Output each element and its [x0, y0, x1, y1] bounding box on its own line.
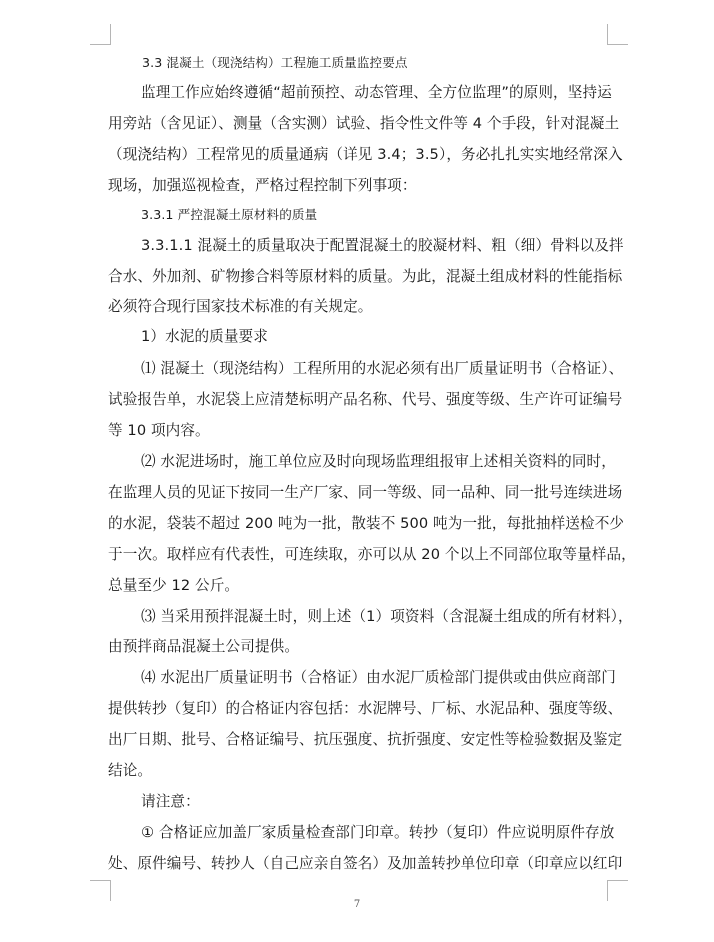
list-heading: 1）水泥的质量要求 — [141, 328, 268, 345]
paragraph-line: 提供转抄（复印）的合格证内容包括：水泥牌号、厂标、水泥品种、强度等级、 — [108, 700, 623, 717]
crop-mark-bottom-right — [607, 880, 628, 901]
paragraph-line: 在监理人员的见证下按同一生产厂家、同一等级、同一品种、同一批号连续进场 — [108, 484, 623, 501]
paragraph-line: 试验报告单，水泥袋上应清楚标明产品名称、代号、强度等级、生产许可证编号 — [108, 391, 623, 408]
paragraph-line: 出厂日期、批号、合格证编号、抗压强度、抗折强度、安定性等检验数据及鉴定 — [108, 731, 623, 748]
page-number: 7 — [353, 899, 361, 910]
paragraph-line: 结论。 — [108, 762, 153, 779]
paragraph-line: ⑶ 当采用预拌混凝土时，则上述（1）项资料（含混凝土组成的所有材料）， — [141, 608, 633, 625]
section-heading: 3.3 混凝土（现浇结构）工程施工质量监控要点 — [142, 55, 408, 70]
paragraph-line: 处、原件编号、转抄人（自己应亲自签名）及加盖转抄单位印章（印章应以红印 — [108, 855, 623, 872]
paragraph-line: ⑴ 混凝土（现浇结构）工程所用的水泥必须有出厂质量证明书（合格证）、 — [141, 360, 624, 377]
subsection-heading: 3.3.1 严控混凝土原材料的质量 — [141, 207, 318, 222]
paragraph-line: 于一次。取样应有代表性，可连续取，亦可以从 20 个以上不同部位取等量样品， — [108, 546, 636, 563]
paragraph-line: 3.3.1.1 混凝土的质量取决于配置混凝土的胶凝材料、粗（细）骨料以及拌 — [141, 237, 624, 254]
note-label: 请注意： — [141, 793, 200, 810]
paragraph-line: （现浇结构）工程常见的质量通病（详见 3.4；3.5），务必扎扎实实地经常深入 — [108, 146, 623, 163]
paragraph-line: 必须符合现行国家技术标准的有关规定。 — [108, 298, 373, 315]
paragraph-line: 监理工作应始终遵循“超前预控、动态管理、全方位监理”的原则，坚持运 — [141, 84, 612, 101]
paragraph-line: 由预拌商品混凝土公司提供。 — [108, 638, 300, 655]
paragraph-line: ⑵ 水泥进场时，施工单位应及时向现场监理组报审上述相关资料的同时， — [141, 453, 616, 470]
paragraph-line: ⑷ 水泥出厂质量证明书（合格证）由水泥厂质检部门提供或由供应商部门 — [141, 669, 616, 686]
paragraph-line: 总量至少 12 公斤。 — [108, 577, 240, 594]
paragraph-line: 等 10 项内容。 — [108, 422, 210, 439]
paragraph-line: ① 合格证应加盖厂家质量检查部门印章。转抄（复印）件应说明原件存放 — [141, 824, 615, 841]
paragraph-line: 的水泥，袋装不超过 200 吨为一批，散装不 500 吨为一批，每批抽样送检不少 — [108, 515, 625, 532]
crop-mark-top-left — [90, 24, 111, 45]
crop-mark-top-right — [607, 24, 628, 45]
paragraph-line: 现场，加强巡视检查，严格过程控制下列事项： — [108, 177, 417, 194]
crop-mark-bottom-left — [90, 880, 111, 901]
paragraph-line: 用旁站（含见证）、测量（含实测）试验、指令性文件等 4 个手段，针对混凝土 — [108, 115, 620, 132]
paragraph-line: 合水、外加剂、矿物掺合料等原材料的质量。为此，混凝土组成材料的性能指标 — [108, 268, 623, 285]
